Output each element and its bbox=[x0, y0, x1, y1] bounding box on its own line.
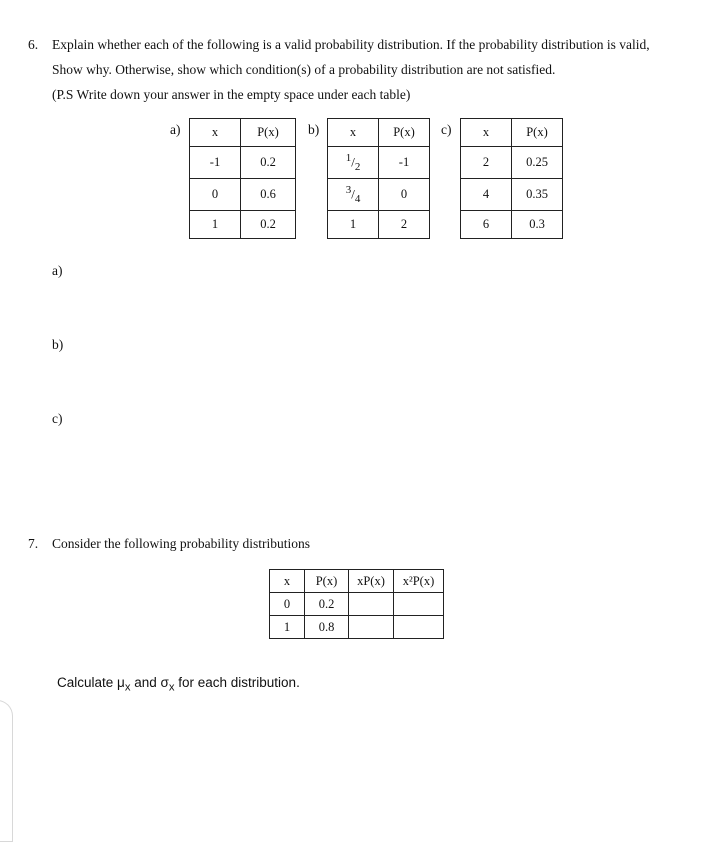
question-6-line-1: Explain whether each of the following is a valid probability distribution. If the probability distribution is valid, bbox=[52, 37, 650, 52]
table-q7-cell bbox=[394, 616, 444, 639]
calc-suffix: for each distribution. bbox=[178, 675, 300, 690]
table-b-fraction-cell: $^1/_2$ bbox=[328, 147, 379, 179]
table-b bbox=[327, 118, 430, 239]
table-row bbox=[461, 147, 563, 179]
table-c bbox=[460, 118, 563, 239]
table-c-header-x: x bbox=[461, 119, 512, 147]
sigma-symbol: σ bbox=[160, 675, 169, 690]
table-a-cell: -1 bbox=[190, 147, 241, 179]
question-7-prompt: Consider the following probability distributions bbox=[52, 536, 310, 551]
fraction-denominator: 2 bbox=[354, 160, 361, 173]
answer-a-label: a) bbox=[52, 263, 63, 278]
table-c-cell: 6 bbox=[461, 211, 512, 239]
table-row bbox=[328, 179, 430, 211]
mu-subscript: x bbox=[124, 681, 131, 694]
table-a bbox=[189, 118, 296, 239]
question-6-line-2: Show why. Otherwise, show which condition(s) of a probability distribution are not satisfied. bbox=[52, 62, 556, 77]
table-q7 bbox=[269, 569, 444, 639]
fraction-denominator: 4 bbox=[354, 192, 361, 205]
side-panel-edge bbox=[0, 700, 13, 842]
table-q7-cell: 0.2 bbox=[305, 593, 349, 616]
table-q7-cell bbox=[349, 616, 394, 639]
table-q7-header-x: x bbox=[270, 570, 305, 593]
table-c-header-px: P(x) bbox=[512, 119, 563, 147]
table-c-cell: 4 bbox=[461, 179, 512, 211]
table-q7-cell: 0.8 bbox=[305, 616, 349, 639]
table-row bbox=[328, 147, 430, 179]
fraction-numerator: 3 bbox=[345, 184, 352, 197]
table-b-header-x: x bbox=[328, 119, 379, 147]
table-q7-cell bbox=[349, 593, 394, 616]
answer-b-label: b) bbox=[52, 337, 64, 352]
table-q7-header-x2px: x²P(x) bbox=[394, 570, 444, 593]
table-b-fraction-cell: $^3/_4$ bbox=[328, 179, 379, 211]
table-a-header-px: P(x) bbox=[241, 119, 296, 147]
table-a-cell: 0.2 bbox=[241, 211, 296, 239]
table-c-cell: 0.3 bbox=[512, 211, 563, 239]
answer-c-label: c) bbox=[52, 411, 63, 426]
table-c-label: c) bbox=[441, 122, 452, 137]
table-b-cell: 2 bbox=[379, 211, 430, 239]
table-row bbox=[190, 211, 296, 239]
sigma-subscript: x bbox=[168, 681, 175, 694]
table-c-cell: 0.25 bbox=[512, 147, 563, 179]
table-a-cell: 1 bbox=[190, 211, 241, 239]
table-b-label: b) bbox=[308, 122, 320, 137]
table-c-cell: 2 bbox=[461, 147, 512, 179]
table-row bbox=[328, 211, 430, 239]
table-b-cell: 0 bbox=[379, 179, 430, 211]
table-a-header-x: x bbox=[190, 119, 241, 147]
table-q7-header-px: P(x) bbox=[305, 570, 349, 593]
table-b-cell: -1 bbox=[379, 147, 430, 179]
table-a-cell: 0.2 bbox=[241, 147, 296, 179]
table-q7-cell: 0 bbox=[270, 593, 305, 616]
table-b-header-px: P(x) bbox=[379, 119, 430, 147]
calc-prefix: Calculate bbox=[57, 675, 114, 690]
table-row bbox=[190, 147, 296, 179]
table-a-cell: 0 bbox=[190, 179, 241, 211]
calc-and: and bbox=[134, 675, 157, 690]
calculate-instruction bbox=[57, 675, 300, 694]
table-row bbox=[190, 179, 296, 211]
table-c-cell: 0.35 bbox=[512, 179, 563, 211]
table-b-cell: 1 bbox=[328, 211, 379, 239]
table-row bbox=[461, 211, 563, 239]
mu-symbol: μ bbox=[117, 675, 125, 690]
fraction-numerator: 1 bbox=[345, 152, 352, 165]
table-q7-cell: 1 bbox=[270, 616, 305, 639]
table-row bbox=[270, 616, 444, 639]
table-a-label: a) bbox=[170, 122, 181, 137]
table-q7-cell bbox=[394, 593, 444, 616]
question-7-number: 7. bbox=[28, 536, 39, 551]
question-6-number: 6. bbox=[28, 37, 39, 52]
table-row bbox=[461, 179, 563, 211]
table-q7-header-xpx: xP(x) bbox=[349, 570, 394, 593]
table-a-cell: 0.6 bbox=[241, 179, 296, 211]
question-6-line-3: (P.S Write down your answer in the empty space under each table) bbox=[52, 87, 411, 102]
table-row bbox=[270, 593, 444, 616]
